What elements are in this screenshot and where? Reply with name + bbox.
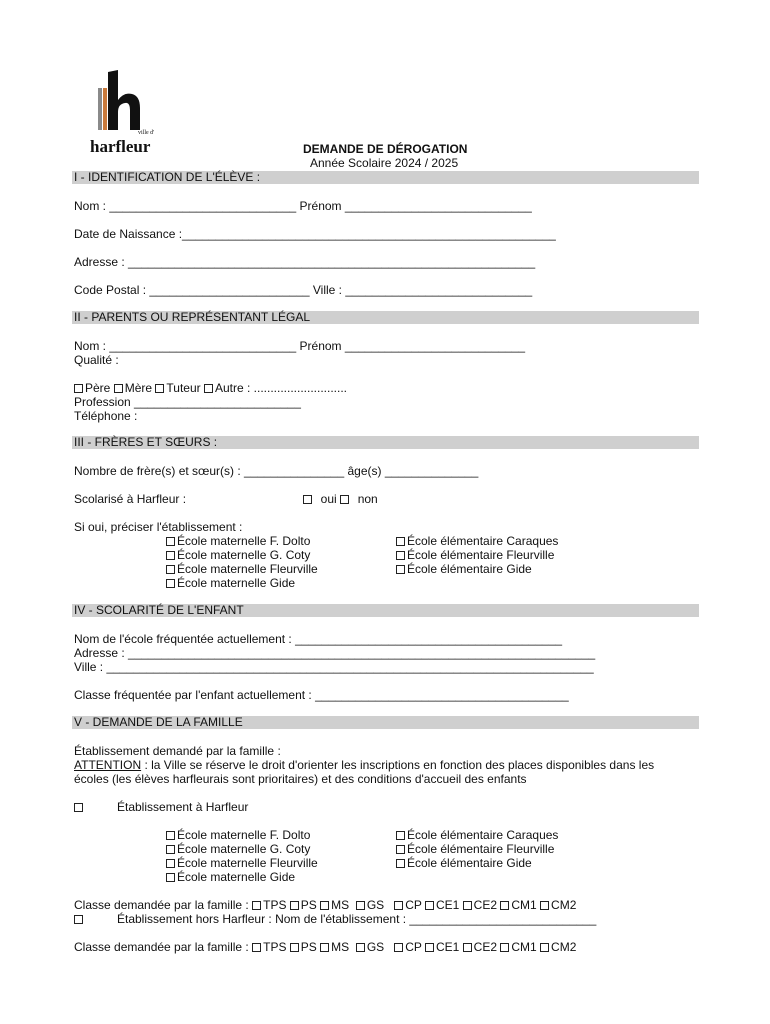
checkbox-oui[interactable] xyxy=(303,495,312,504)
checkbox-c2-tps[interactable] xyxy=(252,943,261,952)
checkbox-s5-coty[interactable] xyxy=(166,845,175,854)
s5-line-1: Établissement demandé par la famille : xyxy=(74,744,281,758)
s1-line-2: Date de Naissance :________________________________________________________ xyxy=(74,227,556,241)
checkbox-s5-caraques[interactable] xyxy=(396,831,405,840)
s3-school-left-4: École maternelle Gide xyxy=(166,576,295,590)
s1-line-3: Adresse : _____________________________________________________________ xyxy=(74,255,536,269)
checkbox-s5-fleurville-mat[interactable] xyxy=(166,859,175,868)
s3-line-1: Nombre de frère(s) et sœur(s) : _______________ âge(s) ______________ xyxy=(74,464,479,478)
checkbox-c1-ps[interactable] xyxy=(290,901,299,910)
s3-school-left-3: École maternelle Fleurville xyxy=(166,562,318,576)
s2-line-4: Profession _________________________ xyxy=(74,395,301,409)
page-title: DEMANDE DE DÉROGATION xyxy=(303,142,468,156)
checkbox-c1-cm2[interactable] xyxy=(540,901,549,910)
checkbox-mere[interactable] xyxy=(114,384,123,393)
checkbox-c1-ce1[interactable] xyxy=(425,901,434,910)
section-2-heading: II - PARENTS OU REPRÉSENTANT LÉGAL xyxy=(74,310,311,324)
label-pere: Père xyxy=(85,381,111,395)
s3-school-right-2: École élémentaire Fleurville xyxy=(396,548,554,562)
section-1-band xyxy=(72,171,699,184)
logo-small-text: ville d' xyxy=(138,130,155,136)
s5-school-right-1: École élémentaire Caraques xyxy=(396,828,558,842)
checkbox-s5-gide-mat[interactable] xyxy=(166,873,175,882)
s5-school-left-2: École maternelle G. Coty xyxy=(166,842,310,856)
s1-line-1: Nom : ____________________________ Prénom ____________________________ xyxy=(74,199,532,213)
s4-line-3: Ville : _________________________________________________________________________ xyxy=(74,660,594,674)
checkbox-s3-gide-elem[interactable] xyxy=(396,565,405,574)
label-mere: Mère xyxy=(124,381,153,395)
s2-qualite-options xyxy=(74,381,347,395)
checkbox-autre[interactable] xyxy=(204,384,213,393)
checkbox-c2-cm1[interactable] xyxy=(500,943,509,952)
s5-classe-row-1: Classe demandée par la famille : TPS PS MS GS CP CE1 CE2 CM1 CM2 xyxy=(74,898,577,912)
checkbox-etab-harfleur[interactable] xyxy=(74,803,83,812)
s3-school-right-1: École élémentaire Caraques xyxy=(396,534,558,548)
s4-line-1: Nom de l'école fréquentée actuellement : ________________________________________ xyxy=(74,632,563,646)
checkbox-c2-gs[interactable] xyxy=(356,943,365,952)
s5-school-left-1: École maternelle F. Dolto xyxy=(166,828,310,842)
checkbox-s3-dolto[interactable] xyxy=(166,537,175,546)
s3-oui-non xyxy=(303,492,378,506)
label-oui: oui xyxy=(320,492,337,506)
section-4-band xyxy=(72,604,699,617)
section-3-band xyxy=(72,436,699,449)
attention-label: ATTENTION xyxy=(74,758,142,772)
checkbox-s5-dolto[interactable] xyxy=(166,831,175,840)
checkbox-s3-coty[interactable] xyxy=(166,551,175,560)
checkbox-s3-gide-mat[interactable] xyxy=(166,579,175,588)
s3-school-left-2: École maternelle G. Coty xyxy=(166,548,310,562)
page-subtitle: Année Scolaire 2024 / 2025 xyxy=(310,156,459,170)
s5-classe-row-2: Classe demandée par la famille : TPS PS MS GS CP CE1 CE2 CM1 CM2 xyxy=(74,940,577,954)
checkbox-c2-ps[interactable] xyxy=(290,943,299,952)
s5-school-left-4: École maternelle Gide xyxy=(166,870,295,884)
s3-school-right-3: École élémentaire Gide xyxy=(396,562,532,576)
checkbox-non[interactable] xyxy=(340,495,349,504)
section-5-heading: V - DEMANDE DE LA FAMILLE xyxy=(74,715,243,729)
checkbox-s5-fleurville-elem[interactable] xyxy=(396,845,405,854)
s5-school-left-3: École maternelle Fleurville xyxy=(166,856,318,870)
checkbox-c1-tps[interactable] xyxy=(252,901,261,910)
classe-label-1: Classe demandée par la famille : xyxy=(74,898,249,912)
checkbox-c1-cm1[interactable] xyxy=(500,901,509,910)
section-4-heading: IV - SCOLARITÉ DE L'ENFANT xyxy=(74,603,244,617)
s3-scolarise-label: Scolarisé à Harfleur : xyxy=(74,492,187,506)
checkbox-c1-ce2[interactable] xyxy=(463,901,472,910)
s4-line-4: Classe fréquentée par l'enfant actuellement : ______________________________________ xyxy=(74,688,569,702)
logo-name-text: harfleur xyxy=(90,137,151,156)
checkbox-c2-cm2[interactable] xyxy=(540,943,549,952)
checkbox-hors-harfleur[interactable] xyxy=(74,915,83,924)
s4-line-2: Adresse : ______________________________________________________________________ xyxy=(74,646,596,660)
section-2-band xyxy=(72,311,699,324)
checkbox-s3-fleurville-mat[interactable] xyxy=(166,565,175,574)
checkbox-c1-gs[interactable] xyxy=(356,901,365,910)
s5-school-right-3: École élémentaire Gide xyxy=(396,856,532,870)
s1-line-4: Code Postal : ________________________ Ville : ____________________________ xyxy=(74,283,533,297)
checkbox-s3-caraques[interactable] xyxy=(396,537,405,546)
checkbox-s5-gide-elem[interactable] xyxy=(396,859,405,868)
label-tuteur: Tuteur xyxy=(166,381,201,395)
checkbox-c2-cp[interactable] xyxy=(394,943,403,952)
checkbox-c1-ms[interactable] xyxy=(320,901,329,910)
ville-harfleur-logo xyxy=(88,70,178,156)
s5-etab-harfleur-row xyxy=(74,800,248,814)
checkbox-tuteur[interactable] xyxy=(155,384,164,393)
s2-line-1: Nom : ____________________________ Prénom ___________________________ xyxy=(74,339,526,353)
checkbox-pere[interactable] xyxy=(74,384,83,393)
s5-attention-line: ATTENTION : la Ville se réserve le droit d'orienter les inscriptions en fonction des places disponibles dans les xyxy=(74,758,655,772)
s5-attention-line-2: écoles (les élèves harfleurais sont prioritaires) et des conditions d'accueil des enfants xyxy=(74,772,527,786)
s3-preciser: Si oui, préciser l'établissement : xyxy=(74,520,243,534)
checkbox-c1-cp[interactable] xyxy=(394,901,403,910)
s3-school-left-1: École maternelle F. Dolto xyxy=(166,534,310,548)
section-1-heading: I - IDENTIFICATION DE L'ÉLÈVE : xyxy=(74,170,261,184)
checkbox-s3-fleurville-elem[interactable] xyxy=(396,551,405,560)
classe-label-2: Classe demandée par la famille : xyxy=(74,940,249,954)
label-autre: Autre : ............................ xyxy=(214,381,348,395)
s2-line-5: Téléphone : xyxy=(74,409,138,423)
checkbox-c2-ce1[interactable] xyxy=(425,943,434,952)
checkbox-c2-ms[interactable] xyxy=(320,943,329,952)
label-hors-harfleur: Établissement hors Harfleur : Nom de l'établissement : ____________________________ xyxy=(117,912,597,926)
s5-school-right-2: École élémentaire Fleurville xyxy=(396,842,554,856)
s2-line-2: Qualité : xyxy=(74,353,119,367)
s5-hors-row xyxy=(74,912,596,926)
label-non: non xyxy=(357,492,378,506)
section-3-heading: III - FRÈRES ET SŒURS : xyxy=(74,435,218,449)
checkbox-c2-ce2[interactable] xyxy=(463,943,472,952)
section-5-band xyxy=(72,716,699,729)
label-etab-harfleur: Établissement à Harfleur xyxy=(117,800,249,814)
